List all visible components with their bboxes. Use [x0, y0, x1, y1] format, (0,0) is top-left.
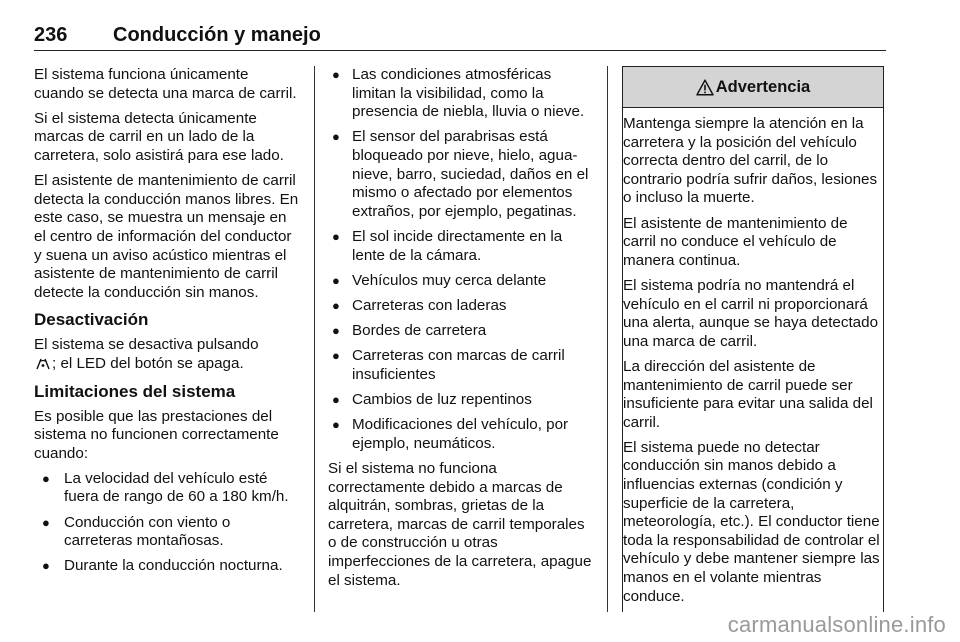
paragraph-lane-detection: El sistema funciona únicamente cuando se detecta una marca de carril.: [34, 66, 297, 102]
bullet-icon: ●: [332, 392, 340, 408]
bullet-icon: ●: [42, 470, 50, 486]
paragraph-turn-off: Si el sistema no funciona correctamente debido a marcas de alquitrán, sombras, grietas de la carretera, marcas de carril temporales o de construcción u otras imperfecciones de la carretera, apague el sistema.: [328, 460, 592, 589]
list-item: ● Bordes de carretera: [332, 322, 487, 340]
bullet-icon: ●: [332, 323, 340, 339]
bullet-icon: ●: [332, 67, 340, 82]
page-title: Conducción y manejo: [113, 24, 321, 46]
list-item: ● El sensor del parabrisas está bloqueado por nieve, hielo, agua-nieve, barro, suciedad, daños en el mismo o afectado por elementos extraños, por ejemplo, pegatinas.: [332, 128, 589, 220]
warning-title: Advertencia: [715, 77, 811, 96]
list-item: ● Conducción con viento o carreteras montañosas.: [42, 513, 231, 550]
warning-paragraph: La dirección del asistente de mantenimiento de carril puede ser insuficiente para evitar una salida del carril.: [623, 357, 873, 431]
list-item: ● Carreteras con laderas: [332, 296, 507, 314]
left-column: [34, 66, 300, 583]
paragraph-deactivation: El sistema se desactiva pulsando ; el LED del botón se apaga.: [34, 336, 259, 372]
bullet-icon: ●: [42, 558, 50, 574]
paragraph-limitations-intro: Es posible que las prestaciones del sistema no funcionen correctamente cuando:: [34, 407, 279, 462]
list-item: ● Las condiciones atmosféricas limitan la visibilidad, como la presencia de niebla, lluvia o nieve.: [332, 66, 585, 121]
bullet-icon: ●: [332, 417, 340, 433]
list-item: ● Durante la conducción nocturna.: [42, 557, 283, 575]
limitations-list: [34, 470, 300, 576]
heading-deactivation: Desactivación: [34, 310, 149, 330]
list-item: ● Vehículos muy cerca delante: [332, 271, 547, 289]
warning-paragraph: El sistema podría no mantendrá el vehículo en el carril ni proporcionará una alerta, aunque se haya detectado una marca de carril.: [623, 276, 879, 350]
column-divider: [314, 66, 315, 612]
bullet-icon: ●: [332, 228, 340, 244]
bullet-icon: ●: [332, 297, 340, 313]
warning-header: [623, 67, 883, 108]
bullet-icon: ●: [332, 348, 340, 364]
warning-triangle-icon: [696, 79, 714, 96]
paragraph-hands-free: El asistente de mantenimiento de carril detecta la conducción manos libres. En este caso, se muestra un mensaje en el centro de información del conductor y suena un aviso acústico mientras el asistente de mantenimiento de carril detecte la conducción sin manos.: [34, 172, 299, 301]
warning-body: [623, 108, 883, 606]
watermark: carmanualsonline.info: [727, 612, 946, 637]
list-item: ● El sol incide directamente en la lente de la cámara.: [332, 227, 563, 264]
warning-paragraph: El sistema puede no detectar conducción sin manos debido a influencias externas (condición y superficie de la carretera, meteorología, etc.). El conductor tiene toda la responsabilidad de controlar el vehículo y debe mantener siempre las manos en el volante mientras conduce.: [623, 438, 880, 605]
warning-paragraph: Mantenga siempre la atención en la carretera y la posición del vehículo correcta dentro del carril, de lo contrario podría sufrir daños, lesiones o incluso la muerte.: [623, 115, 878, 207]
list-item: ● Carreteras con marcas de carril insuficientes: [332, 347, 565, 383]
list-item: ● Modificaciones del vehículo, por ejemplo, neumáticos.: [332, 416, 569, 452]
bullet-icon: ●: [42, 514, 50, 530]
list-item: ● La velocidad del vehículo esté fuera de rango de 60 a 180 km/h.: [42, 469, 289, 506]
lane-keep-icon: [34, 356, 52, 370]
paragraph-one-side: Si el sistema detecta únicamente marcas de carril en un lado de la carretera, solo asistirá para ese lado.: [34, 109, 284, 164]
list-item: ● Cambios de luz repentinos: [332, 391, 532, 409]
middle-column: [328, 66, 594, 597]
page-header: [34, 20, 886, 51]
warning-paragraph: El asistente de mantenimiento de carril no conduce el vehículo de manera continua.: [623, 214, 848, 269]
column-divider: [607, 66, 608, 612]
warning-box: [622, 66, 884, 612]
bullet-icon: ●: [332, 272, 340, 288]
heading-limitations: Limitaciones del sistema: [34, 381, 236, 401]
conditions-list: [328, 66, 594, 453]
page-number: 236: [34, 24, 68, 46]
bullet-icon: ●: [332, 129, 340, 145]
